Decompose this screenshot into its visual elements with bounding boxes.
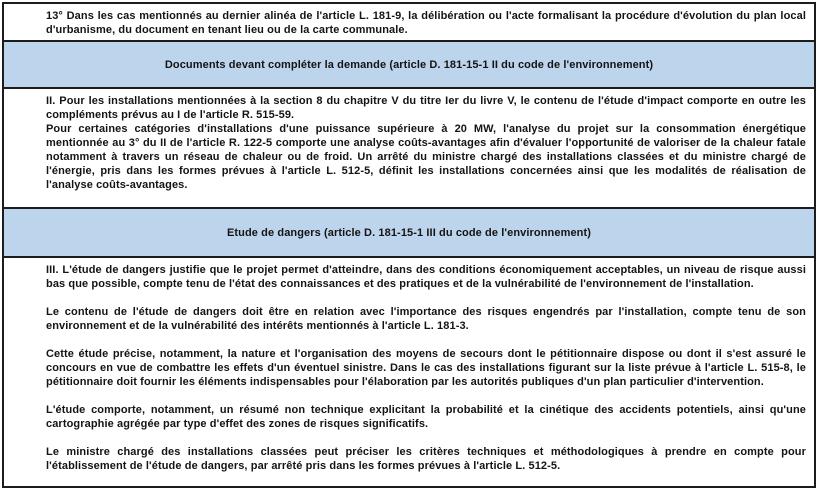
section-header-etude-dangers xyxy=(2,207,816,258)
section-etude-impact xyxy=(2,87,816,209)
paragraph: III. L'étude de dangers justifie que le projet permet d'atteindre, dans des conditions économiquement acceptables, un niveau de risque aussi bas que possible, compte tenu de l'état des connaissances et des pratiques et de la vulnérabilité de l'environnement de l'installation. xyxy=(46,264,806,290)
section-etude-dangers xyxy=(2,256,816,488)
paragraph: 13° Dans les cas mentionnés au dernier alinéa de l'article L. 181-9, la délibération ou l'acte formalisant la procédure d'évolution du plan local d'urbanisme, du document en tenant lieu ou de la carte communale. xyxy=(46,10,806,36)
paragraph: Cette étude précise, notamment, la nature et l'organisation des moyens de secours dont le pétitionnaire dispose ou dont il s'est assuré le concours en vue de combattre les effets d'un éventuel sinistre. Dans le cas des installations figurant sur la liste prévue à l'article L. 515-8, le pétitionnaire doit fournir les éléments indispensables pour l'élaboration par les autorités publiques d'un plan particulier d'intervention. xyxy=(46,348,806,388)
section-plu-evolution xyxy=(2,2,816,42)
paragraph: Le ministre chargé des installations classées peut préciser les critères techniques et méthodologiques à prendre en compte pour l'établissement de l'étude de dangers, par arrêté pris dans les formes prévues à l'article L. 512-5. xyxy=(46,446,806,472)
section-header-documents-complements xyxy=(2,40,816,89)
paragraph: Le contenu de l'étude de dangers doit être en relation avec l'importance des risques engendrés par l'installation, compte tenu de son environnement et de la vulnérabilité des intérêts mentionnés à l'article L. 181-3. xyxy=(46,306,806,332)
paragraph: Pour certaines catégories d'installations d'une puissance supérieure à 20 MW, l'analyse du projet sur la consommation énergétique mentionnée au 3° du II de l'article R. 122-5 comporte une analyse coûts-avantages afin d'évaluer l'opportunité de valoriser de la chaleur fatale notamment à travers un réseau de chaleur ou de froid. Un arrêté du ministre chargé des installations classées et du ministre chargé de l'énergie, pris dans les formes prévues à l'article L. 512-5, définit les installations concernées ainsi que les modalités de réalisation de l'analyse coûts-avantages. xyxy=(46,123,806,191)
paragraph: II. Pour les installations mentionnées à la section 8 du chapitre V du titre Ier du livre V, le contenu de l'étude d'impact comporte en outre les compléments prévus au I de l'article R. 515-59. xyxy=(46,95,806,121)
paragraph: L'étude comporte, notamment, un résumé non technique explicitant la probabilité et la cinétique des accidents potentiels, ainsi qu'une cartographie agrégée par type d'effet des zones de risques significatifs. xyxy=(46,404,806,430)
section-header-title: Documents devant compléter la demande (article D. 181-15-1 II du code de l'environnement) xyxy=(164,58,654,71)
section-header-title: Etude de dangers (article D. 181-15-1 III du code de l'environnement) xyxy=(226,226,592,239)
document-table xyxy=(2,2,816,488)
